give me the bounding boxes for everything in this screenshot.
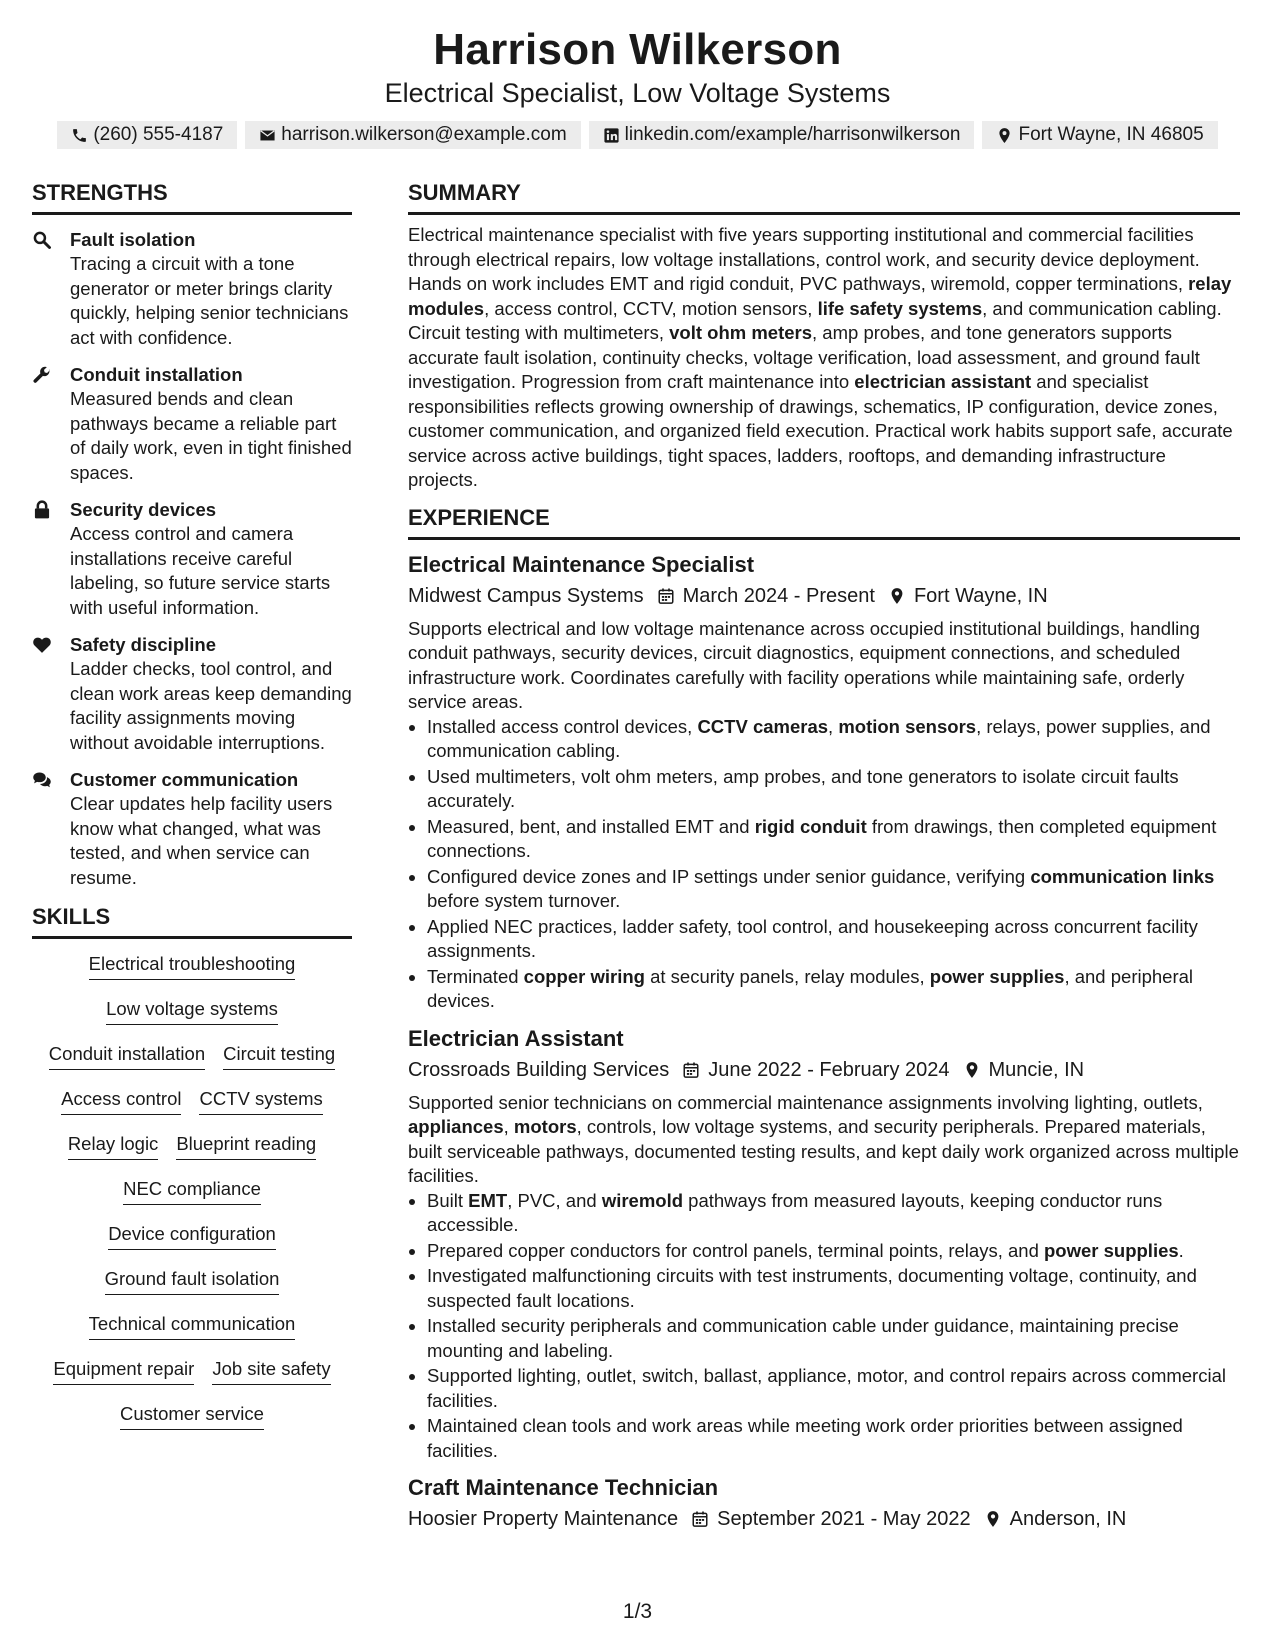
job-company: Midwest Campus Systems bbox=[408, 584, 644, 607]
job-bullet bbox=[408, 865, 1240, 914]
job-dates: June 2022 - February 2024 bbox=[708, 1058, 950, 1081]
skill-row bbox=[108, 1221, 276, 1266]
text-run: , and peripheral devices. bbox=[427, 965, 1194, 1011]
job-bullet bbox=[408, 1414, 1240, 1463]
text-run: Electrical maintenance specialist with five years supporting institutional and commercial facilities through electrical repairs, low voltage installations, control work, and security device deployment. Hands on work includes EMT and rigid conduit, PVC pathways, wiremold, copper terminations, bbox=[408, 224, 1200, 294]
text-run: Installed security peripherals and communication cable under guidance, maintaining precise mounting and labeling. bbox=[427, 1315, 1179, 1361]
job-bullet bbox=[408, 1264, 1240, 1313]
text-run: Prepared copper conductors for control panels, terminal points, relays, and bbox=[427, 1239, 1044, 1261]
text-run: Measured, bent, and installed EMT and bbox=[427, 815, 755, 837]
job-entry bbox=[408, 550, 1240, 1014]
text-run: Used multimeters, volt ohm meters, amp probes, and tone generators to isolate circuit faults accurately. bbox=[427, 765, 1179, 811]
contact-email-text: harrison.wilkerson@example.com bbox=[281, 124, 567, 145]
skills-list bbox=[32, 951, 352, 1446]
text-run: before system turnover. bbox=[427, 890, 621, 911]
strength-item bbox=[32, 497, 352, 620]
job-bullet bbox=[408, 1239, 1240, 1264]
contact-email[interactable] bbox=[245, 121, 580, 149]
skill-row bbox=[61, 1086, 323, 1131]
contact-linkedin[interactable] bbox=[589, 121, 975, 149]
strength-title: Safety discipline bbox=[70, 634, 216, 655]
job-title: Craft Maintenance Technician bbox=[408, 1475, 719, 1500]
linkedin-icon bbox=[603, 127, 620, 144]
job-description: Supports electrical and low voltage maintenance across occupied institutional buildings, handling conduit pathways, security devices, circuit diagnostics, equipment connections, and scheduled infrastructure work. Coordinates carefully with facility operations while maintaining safe, orderly service areas. bbox=[408, 617, 1200, 712]
search-icon bbox=[32, 230, 52, 250]
contact-phone-text: (260) 555-4187 bbox=[93, 124, 224, 145]
text-run: Supported senior technicians on commercial maintenance assignments involving lighting, outlets, bbox=[408, 1091, 1203, 1113]
text-run: , PVC, and bbox=[507, 1189, 602, 1211]
skill-tag: Relay logic bbox=[68, 1131, 159, 1160]
summary-heading: SUMMARY bbox=[408, 178, 1240, 215]
text-run: , bbox=[828, 715, 839, 737]
chat-icon bbox=[32, 770, 52, 790]
skill-row bbox=[53, 1356, 330, 1401]
left-column bbox=[32, 178, 352, 1446]
bold-text: volt ohm meters bbox=[669, 322, 813, 343]
strength-title: Security devices bbox=[70, 499, 217, 520]
job-title: Electrician Assistant bbox=[408, 1025, 624, 1051]
bold-text: communication links bbox=[1030, 865, 1215, 887]
skill-row bbox=[120, 1401, 264, 1446]
phone-icon bbox=[71, 127, 88, 144]
text-run: Investigated malfunctioning circuits with test instruments, documenting voltage, continuity, and suspected fault locations. bbox=[427, 1265, 1197, 1311]
bold-text: motors bbox=[513, 1116, 577, 1137]
job-entry bbox=[408, 1473, 1240, 1534]
job-bullet bbox=[408, 1189, 1240, 1238]
skill-tag: Device configuration bbox=[108, 1221, 276, 1250]
strength-desc: Tracing a circuit with a tone generator or meter brings clarity quickly, helping senior technicians act with confidence. bbox=[70, 253, 349, 348]
skill-row bbox=[105, 1266, 280, 1311]
contact-bar bbox=[0, 121, 1275, 149]
bold-text: rigid conduit bbox=[754, 815, 867, 837]
candidate-title: Electrical Specialist, Low Voltage Systems bbox=[384, 78, 891, 108]
map-pin-icon bbox=[888, 587, 906, 605]
candidate-name: Harrison Wilkerson bbox=[433, 25, 842, 74]
bold-text: relay modules bbox=[408, 273, 1232, 319]
skill-tag: Job site safety bbox=[212, 1356, 330, 1385]
text-run: pathways from measured layouts, keeping conductor runs accessible. bbox=[427, 1189, 1163, 1235]
map-pin-icon bbox=[963, 1061, 981, 1079]
skill-tag: Blueprint reading bbox=[176, 1131, 316, 1160]
lock-icon bbox=[32, 500, 52, 520]
skill-row bbox=[68, 1131, 316, 1176]
contact-location-text: Fort Wayne, IN 46805 bbox=[1018, 124, 1204, 145]
skill-tag: Conduit installation bbox=[49, 1041, 205, 1070]
strength-title: Customer communication bbox=[70, 769, 299, 790]
skill-tag: Access control bbox=[61, 1086, 181, 1115]
skill-row bbox=[89, 1311, 296, 1356]
strength-title: Conduit installation bbox=[70, 364, 243, 385]
text-run: and specialist responsibilities reflects growing ownership of drawings, schematics, IP configuration, device zones, customer communication, and organized field execution. Practical work habits support safe, accurate service across active buildings, tight spaces, ladders, rooftops, and demanding infrastructure projects. bbox=[408, 371, 1233, 490]
text-run: , controls, low voltage systems, and security peripherals. Prepared materials, built serviceable pathways, documented testing results, and kept daily work organized across multiple facilities. bbox=[408, 1116, 1239, 1186]
skill-tag: Ground fault isolation bbox=[105, 1266, 280, 1295]
text-run: , bbox=[503, 1116, 514, 1137]
job-description bbox=[408, 1091, 1240, 1189]
text-run: , access control, CCTV, motion sensors, bbox=[484, 297, 818, 319]
contact-linkedin-text: linkedin.com/example/harrisonwilkerson bbox=[624, 124, 961, 145]
resume-header bbox=[0, 24, 1275, 149]
text-run: Configured device zones and IP settings under senior guidance, verifying bbox=[427, 865, 1031, 887]
job-dates: March 2024 - Present bbox=[682, 584, 875, 607]
strength-desc: Ladder checks, tool control, and clean work areas keep demanding facility assignments moving without avoidable interruptions. bbox=[70, 658, 352, 753]
contact-location bbox=[982, 121, 1217, 149]
job-meta bbox=[408, 581, 1240, 611]
text-run: Supported lighting, outlet, switch, ballast, appliance, motor, and control repairs across commercial facilities. bbox=[427, 1365, 1226, 1411]
job-meta bbox=[408, 1055, 1240, 1085]
skill-tag: CCTV systems bbox=[199, 1086, 322, 1115]
map-pin-icon bbox=[984, 1510, 1002, 1528]
strength-item bbox=[32, 632, 352, 755]
bold-text: copper wiring bbox=[523, 965, 645, 987]
text-run: . bbox=[1178, 1239, 1184, 1261]
job-company: Hoosier Property Maintenance bbox=[408, 1508, 679, 1530]
job-title: Electrical Maintenance Specialist bbox=[408, 551, 755, 577]
skill-tag: NEC compliance bbox=[123, 1176, 261, 1205]
strength-desc: Access control and camera installations receive careful labeling, so future service starts with useful information. bbox=[70, 523, 331, 618]
skill-tag: Circuit testing bbox=[223, 1041, 335, 1070]
strengths-heading: STRENGTHS bbox=[32, 178, 352, 215]
job-bullet bbox=[408, 915, 1240, 964]
calendar-icon bbox=[657, 587, 675, 605]
page-number: 1/3 bbox=[622, 1600, 653, 1623]
job-dates: September 2021 - May 2022 bbox=[717, 1508, 971, 1530]
job-bullet bbox=[408, 765, 1240, 814]
strength-title: Fault isolation bbox=[70, 229, 196, 250]
job-bullet bbox=[408, 1314, 1240, 1363]
skill-tag: Equipment repair bbox=[53, 1356, 194, 1385]
skill-row bbox=[49, 1041, 335, 1086]
skill-tag: Technical communication bbox=[89, 1311, 296, 1340]
job-company: Crossroads Building Services bbox=[408, 1058, 670, 1081]
text-run: Applied NEC practices, ladder safety, tool control, and housekeeping across concurrent facility assignments. bbox=[427, 915, 1198, 961]
text-run: Built bbox=[427, 1189, 469, 1211]
job-location: Muncie, IN bbox=[988, 1058, 1085, 1081]
job-meta bbox=[408, 1504, 1240, 1534]
bold-text: electrician assistant bbox=[854, 371, 1032, 392]
skill-row bbox=[106, 996, 278, 1041]
skill-tag: Electrical troubleshooting bbox=[89, 951, 296, 980]
bold-text: power supplies bbox=[929, 965, 1065, 987]
bold-text: appliances bbox=[408, 1116, 504, 1137]
text-run: Installed access control devices, bbox=[427, 715, 698, 737]
text-run: , relays, power supplies, and communication cabling. bbox=[427, 715, 1211, 761]
text-run: at security panels, relay modules, bbox=[644, 965, 930, 987]
strength-item bbox=[32, 227, 352, 350]
job-entry bbox=[408, 1024, 1240, 1464]
bold-text: life safety systems bbox=[817, 297, 983, 319]
text-run: , and communication cabling. Circuit testing with multimeters, bbox=[408, 297, 1222, 343]
text-run: from drawings, then completed equipment connections. bbox=[427, 815, 1217, 861]
bold-text: motion sensors bbox=[838, 715, 977, 737]
bold-text: CCTV cameras bbox=[697, 715, 829, 737]
envelope-icon bbox=[259, 127, 276, 144]
job-location: Anderson, IN bbox=[1009, 1508, 1127, 1530]
job-bullet bbox=[408, 715, 1240, 764]
text-run: , amp probes, and tone generators supports accurate fault isolation, continuity checks, voltage verification, load assessment, and ground fault investigation. Progression from craft maintenance into bbox=[408, 322, 1200, 392]
map-pin-icon bbox=[996, 127, 1013, 144]
skill-tag: Low voltage systems bbox=[106, 996, 278, 1025]
job-bullet bbox=[408, 1364, 1240, 1413]
bold-text: wiremold bbox=[601, 1189, 684, 1211]
skill-row bbox=[89, 951, 296, 996]
bold-text: power supplies bbox=[1044, 1239, 1179, 1261]
experience-heading: EXPERIENCE bbox=[408, 503, 1240, 540]
text-run: Terminated bbox=[427, 965, 524, 987]
skill-row bbox=[123, 1176, 261, 1221]
contact-phone[interactable] bbox=[57, 121, 237, 149]
calendar-icon bbox=[682, 1061, 700, 1079]
strength-desc: Clear updates help facility users know what changed, what was tested, and when service can resume. bbox=[70, 793, 333, 888]
job-location: Fort Wayne, IN bbox=[913, 584, 1048, 607]
calendar-icon bbox=[691, 1510, 709, 1528]
job-bullet bbox=[408, 815, 1240, 864]
skill-tag: Customer service bbox=[120, 1401, 264, 1430]
job-bullets bbox=[408, 1189, 1240, 1464]
bold-text: EMT bbox=[468, 1189, 508, 1211]
strength-item bbox=[32, 767, 352, 890]
text-run: Maintained clean tools and work areas while meeting work order priorities between assigned facilities. bbox=[427, 1415, 1183, 1461]
wrench-icon bbox=[32, 365, 52, 385]
strength-desc: Measured bends and clean pathways became a reliable part of daily work, even in tight finished spaces. bbox=[70, 388, 352, 483]
heart-icon bbox=[32, 635, 52, 655]
right-column bbox=[408, 178, 1240, 1534]
job-bullets bbox=[408, 715, 1240, 1014]
summary-text bbox=[408, 223, 1240, 493]
job-bullet bbox=[408, 965, 1240, 1014]
strengths-list bbox=[32, 227, 352, 890]
skills-heading: SKILLS bbox=[32, 902, 352, 939]
strength-item bbox=[32, 362, 352, 485]
